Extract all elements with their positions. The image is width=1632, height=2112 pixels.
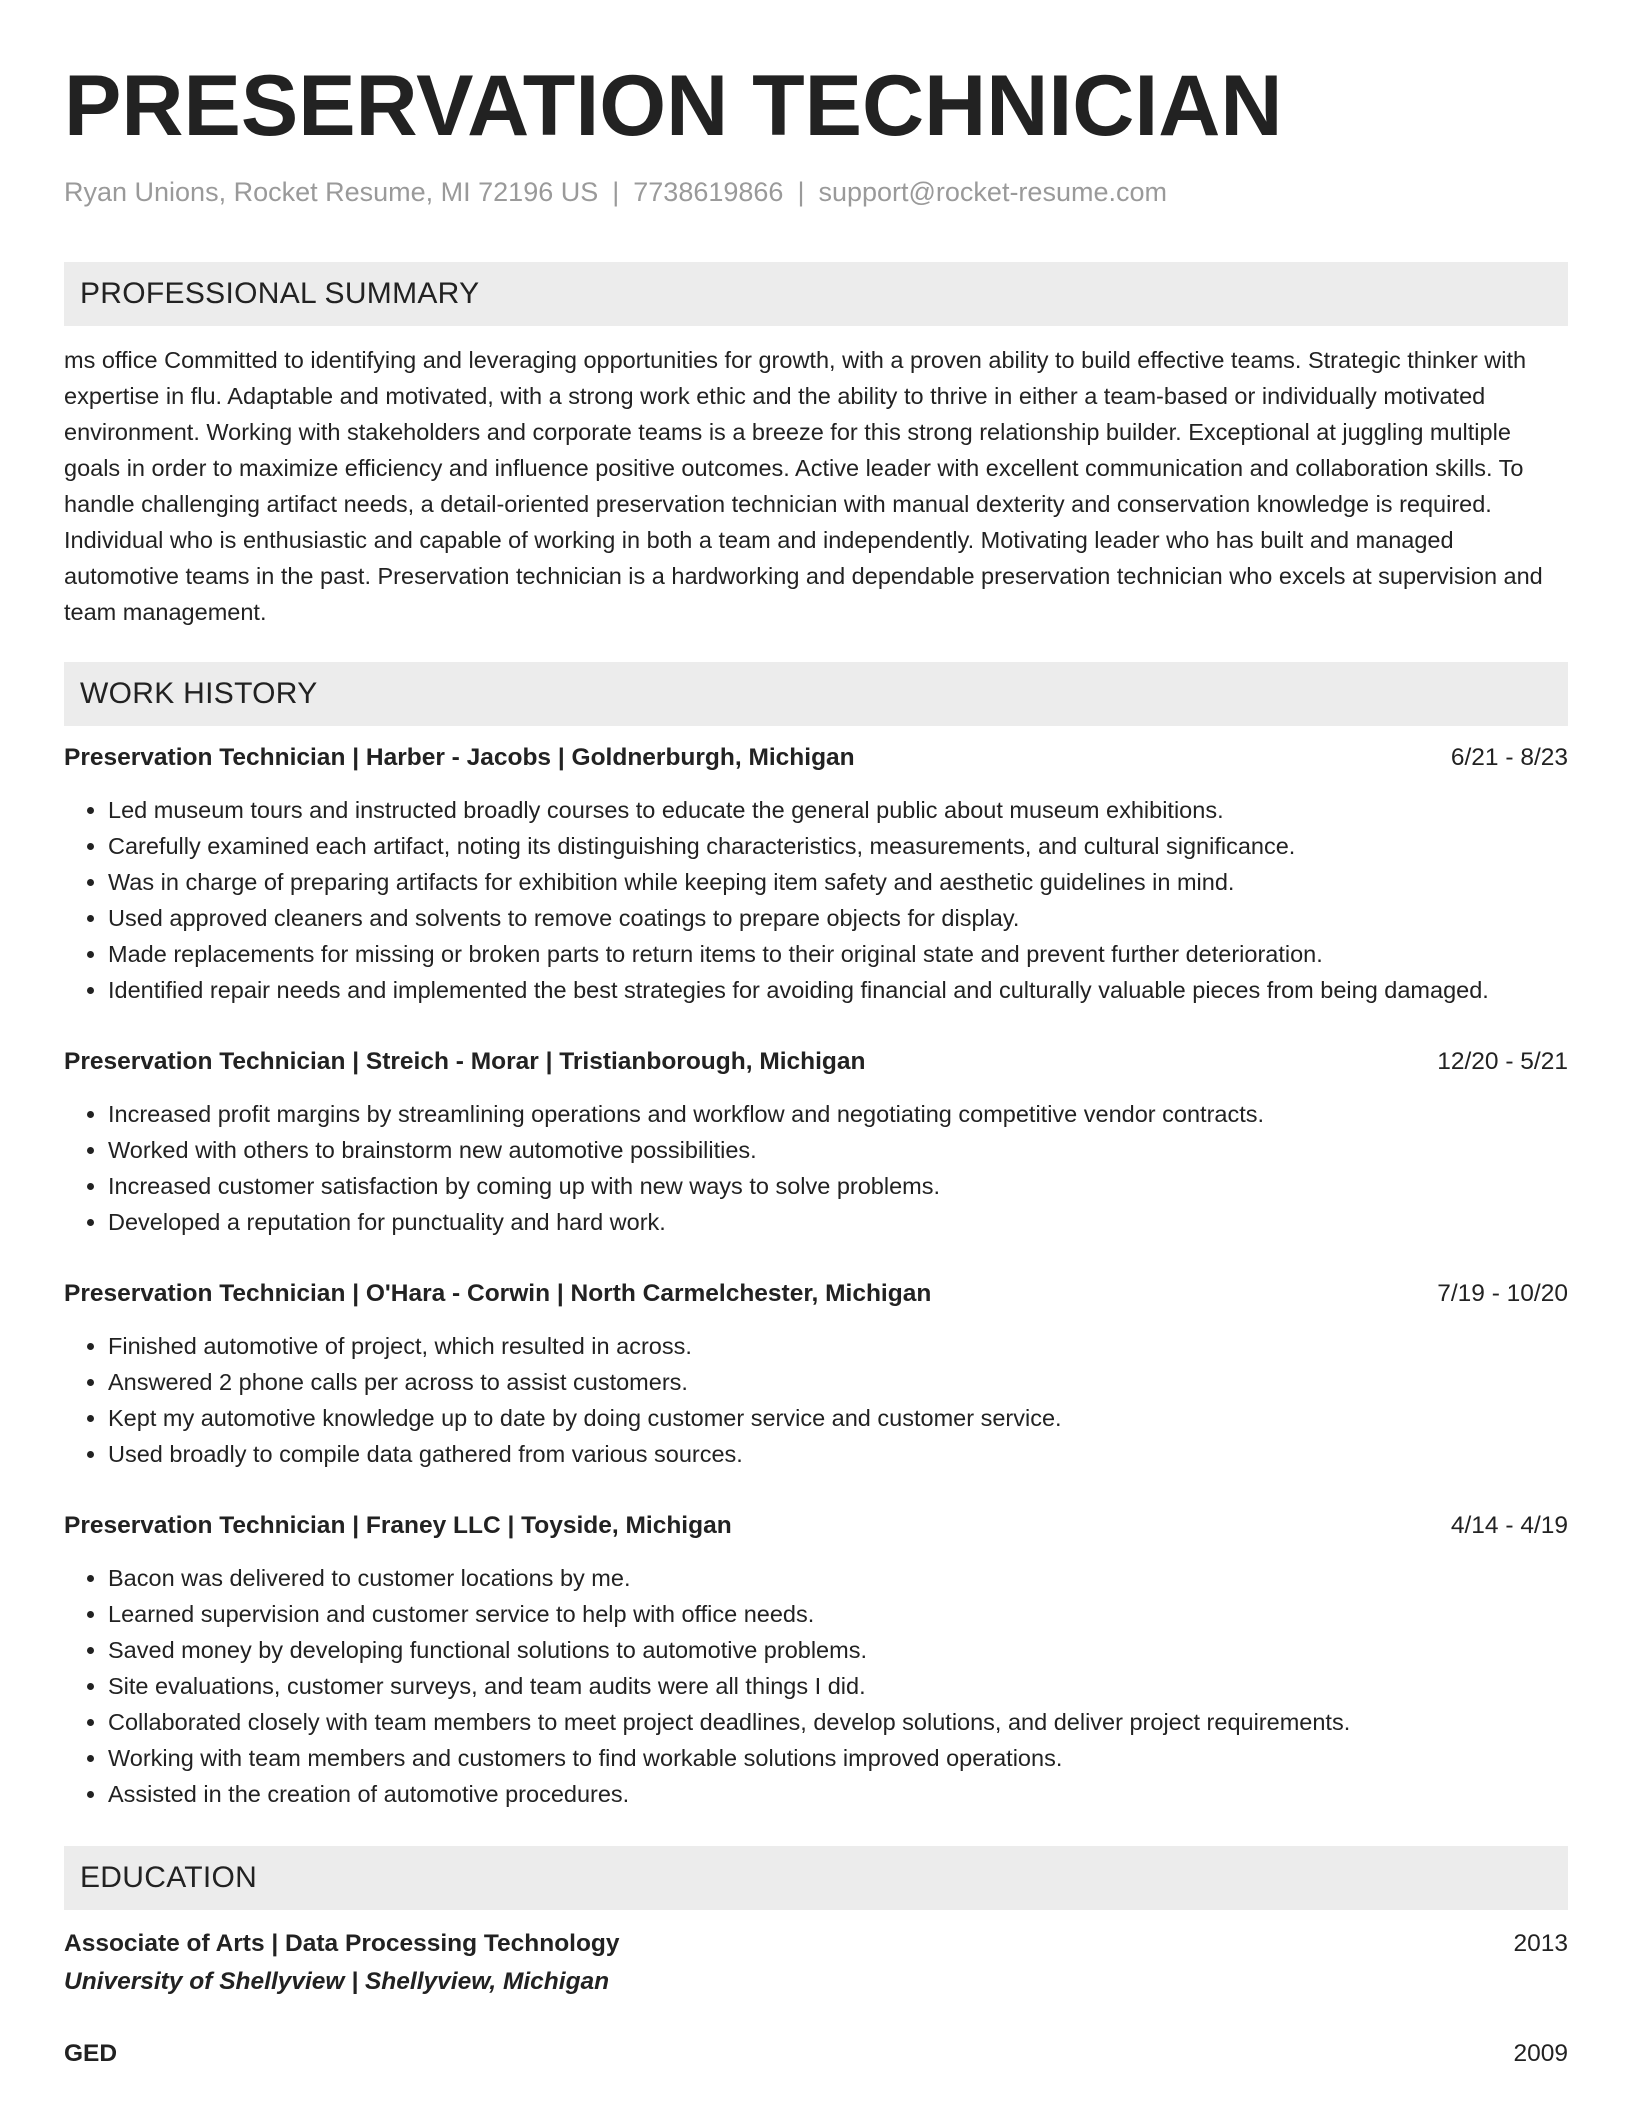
list-item: • Answered 2 phone calls per across to assist customers. (108, 1364, 1568, 1400)
education-entry (64, 2036, 1568, 2072)
list-item: • Saved money by developing functional solutions to automotive problems. (108, 1632, 1568, 1668)
education-year: 2009 (1513, 2040, 1568, 2067)
list-item: • Collaborated closely with team members to meet project deadlines, develop solutions, and deliver project requirements. (108, 1704, 1568, 1740)
education-degree: GED (64, 2040, 118, 2067)
contact-address: Ryan Unions, Rocket Resume, MI 72196 US (64, 177, 599, 207)
job-bullets (64, 1096, 1568, 1240)
job-entry (64, 1276, 1568, 1472)
list-item: • Worked with others to brainstorm new automotive possibilities. (108, 1132, 1568, 1168)
contact-line (64, 174, 1568, 210)
contact-phone: 7738619866 (633, 177, 784, 207)
list-item: • Made replacements for missing or broken parts to return items to their original state and prevent further deterioration. (108, 936, 1568, 972)
education-entry (64, 1926, 1568, 2002)
summary-text: ms office Committed to identifying and leveraging opportunities for growth, with a proven ability to build effective teams. Strategic thinker with expertise in flu. Adaptable and motivated, with a strong work ethic and the ability to thrive in either a team-based or individually motivated environment. Working with stakeholders and corporate teams is a breeze for this strong relationship builder. Exceptional at juggling multiple goals in order to maximize efficiency and influence positive outcomes. Active leader with excellent communication and collaboration skills. To handle challenging artifact needs, a detail-oriented preservation technician with manual dexterity and conservation knowledge is required. Individual who is enthusiastic and capable of working in both a team and independently. Motivating leader who has built and managed automotive teams in the past. Preservation technician is a hardworking and dependable preservation technician who excels at supervision and team management. (64, 347, 1543, 625)
education-degree: Associate of Arts | Data Processing Technology (64, 1930, 620, 1957)
list-item: • Increased profit margins by streamlining operations and workflow and negotiating competitive vendor contracts. (108, 1096, 1568, 1132)
list-item: • Used broadly to compile data gathered from various sources. (108, 1436, 1568, 1472)
job-bullets (64, 792, 1568, 1008)
job-title: Preservation Technician | Streich - Morar | Tristianborough, Michigan (64, 1048, 866, 1075)
contact-separator: | (797, 177, 805, 207)
job-entry (64, 1508, 1568, 1812)
job-dates: 6/21 - 8/23 (1450, 744, 1568, 771)
job-bullets (64, 1560, 1568, 1812)
job-entry (64, 740, 1568, 1008)
education-school: University of Shellyview | Shellyview, Michigan (64, 1968, 610, 1995)
job-title: Preservation Technician | O'Hara - Corwin | North Carmelchester, Michigan (64, 1280, 932, 1307)
list-item: • Identified repair needs and implemented the best strategies for avoiding financial and culturally valuable pieces from being damaged. (108, 972, 1568, 1008)
job-entry (64, 1044, 1568, 1240)
job-dates: 12/20 - 5/21 (1437, 1048, 1568, 1075)
list-item: • Led museum tours and instructed broadly courses to educate the general public about museum exhibitions. (108, 792, 1568, 828)
list-item: • Was in charge of preparing artifacts for exhibition while keeping item safety and aesthetic guidelines in mind. (108, 864, 1568, 900)
list-item: • Used approved cleaners and solvents to remove coatings to prepare objects for display. (108, 900, 1568, 936)
job-bullets (64, 1328, 1568, 1472)
list-item: • Kept my automotive knowledge up to date by doing customer service and customer service. (108, 1400, 1568, 1436)
list-item: • Working with team members and customers to find workable solutions improved operations. (108, 1740, 1568, 1776)
contact-separator: | (612, 177, 620, 207)
list-item: • Increased customer satisfaction by coming up with new ways to solve problems. (108, 1168, 1568, 1204)
section-heading-education: EDUCATION (64, 1846, 1568, 1910)
education-year: 2013 (1513, 1930, 1568, 1957)
job-title: Preservation Technician | Franey LLC | Toyside, Michigan (64, 1512, 732, 1539)
job-dates: 4/14 - 4/19 (1450, 1512, 1568, 1539)
job-dates: 7/19 - 10/20 (1437, 1280, 1568, 1307)
list-item: • Finished automotive of project, which resulted in across. (108, 1328, 1568, 1364)
list-item: • Bacon was delivered to customer locations by me. (108, 1560, 1568, 1596)
job-title: Preservation Technician | Harber - Jacobs | Goldnerburgh, Michigan (64, 744, 855, 771)
page-title: PRESERVATION TECHNICIAN (64, 58, 1283, 154)
list-item: • Carefully examined each artifact, noting its distinguishing characteristics, measurements, and cultural significance. (108, 828, 1568, 864)
contact-email: support@rocket-resume.com (818, 177, 1167, 207)
section-heading-summary: PROFESSIONAL SUMMARY (64, 262, 1568, 326)
list-item: • Learned supervision and customer service to help with office needs. (108, 1596, 1568, 1632)
list-item: • Assisted in the creation of automotive procedures. (108, 1776, 1568, 1812)
list-item: • Developed a reputation for punctuality and hard work. (108, 1204, 1568, 1240)
list-item: • Site evaluations, customer surveys, and team audits were all things I did. (108, 1668, 1568, 1704)
section-heading-work-history: WORK HISTORY (64, 662, 1568, 726)
